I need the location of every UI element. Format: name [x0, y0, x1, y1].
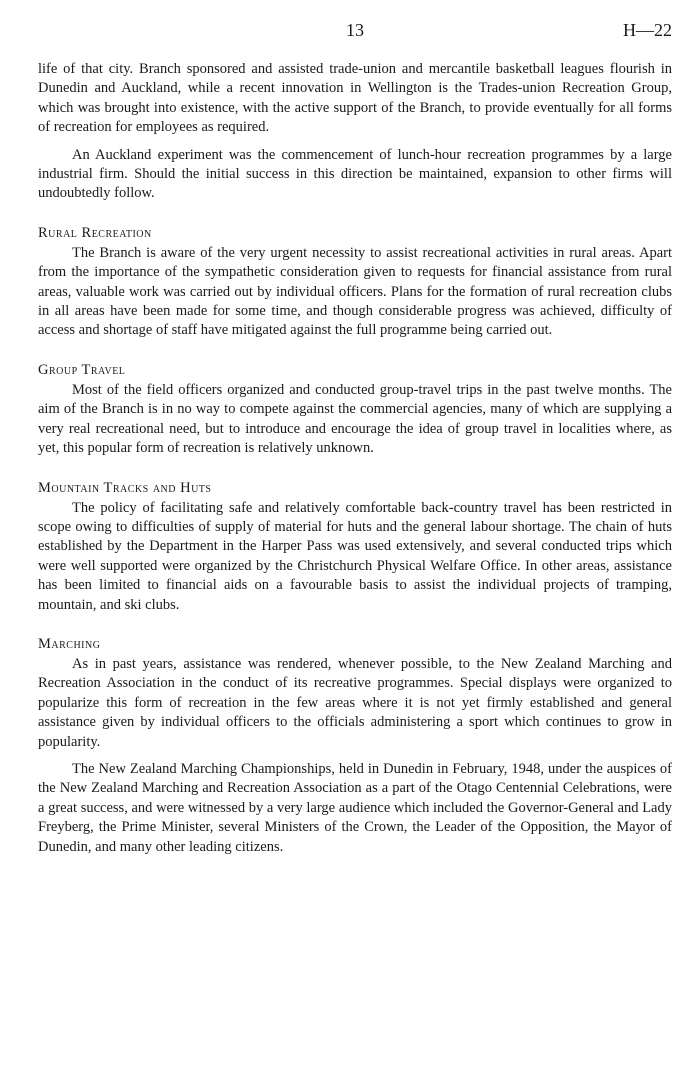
paragraph: The Branch is aware of the very urgent necessity to assist recreational activities in rural areas. Apart from the importance of the sympathetic consideration given to requests for financial assistance from rural areas, valuable work was carried out by individual officers. Plans for the formation of rural recreation clubs in all areas have been made for some time, and though considerable progress was achieved, difficulty of access and shortage of staff have mitigated against the full programme being carried out.: [38, 244, 672, 339]
paragraph: The New Zealand Marching Championships, held in Dunedin in February, 1948, under the auspices of the New Zealand Marching and Recreation Association as a part of the Otago Centennial Celebrations, were a great success, and were witnessed by a very large audience which included the Governor-General and Lady Freyberg, the Prime Minister, several Ministers of the Crown, the Leader of the Opposition, the Mayor of Dunedin, and many other leading citizens.: [38, 760, 672, 855]
page-header: [38, 20, 672, 46]
document-reference: H—22: [623, 20, 672, 40]
section-heading: Rural Recreation: [38, 224, 152, 241]
paragraph: Most of the field officers organized and conducted group-travel trips in the past twelve months. The aim of the Branch is in no way to compete against the commercial agencies, many of which are supplying a very real recreational need, but to introduce and encourage the idea of group travel in localities where, as yet, this popular form of recreation is relatively unknown.: [38, 381, 672, 457]
section-heading: Group Travel: [38, 361, 126, 378]
document-page: [38, 20, 672, 857]
body-text: [38, 60, 672, 857]
page-number: 13: [346, 20, 364, 40]
paragraph: As in past years, assistance was rendered, whenever possible, to the New Zealand Marching and Recreation Association in the conduct of its recreative programmes. Special displays were organized to popularize this form of recreation in the few areas where it is not yet firmly established and general assistance given by individual officers to the officials administering a sport which continues to grow in popularity.: [38, 655, 672, 750]
paragraph: The policy of facilitating safe and relatively comfortable back-country travel has been restricted in scope owing to difficulties of supply of material for huts and the general labour shortage. The chain of huts established by the Department in the Harper Pass was used extensively, and several conducted trips which were well supported were organized by the Christchurch Physical Welfare Office. In other areas, assistance has been limited to financial aids on a favourable basis to assist the individual projects of tramping, mountain, and ski clubs.: [38, 499, 672, 613]
paragraph: life of that city. Branch sponsored and assisted trade-union and mercantile basketball leagues flourish in Dunedin and Auckland, while a recent innovation in Wellington is the Trades-union Recreation Group, which was brought into existence, with the active support of the Branch, to provide eventually for all forms of recreation for employees as required.: [38, 61, 672, 136]
section-mountain-tracks-and-huts: [38, 479, 672, 615]
section-heading: Mountain Tracks and Huts: [38, 479, 212, 496]
paragraph: An Auckland experiment was the commencement of lunch-hour recreation programmes by a large industrial firm. Should the initial success in this direction be maintained, expansion to other firms will undoubtedly follow.: [38, 146, 672, 202]
intro-block: [38, 60, 672, 204]
section-marching: [38, 635, 672, 857]
section-rural-recreation: [38, 224, 672, 341]
section-heading: Marching: [38, 635, 101, 652]
section-group-travel: [38, 361, 672, 459]
